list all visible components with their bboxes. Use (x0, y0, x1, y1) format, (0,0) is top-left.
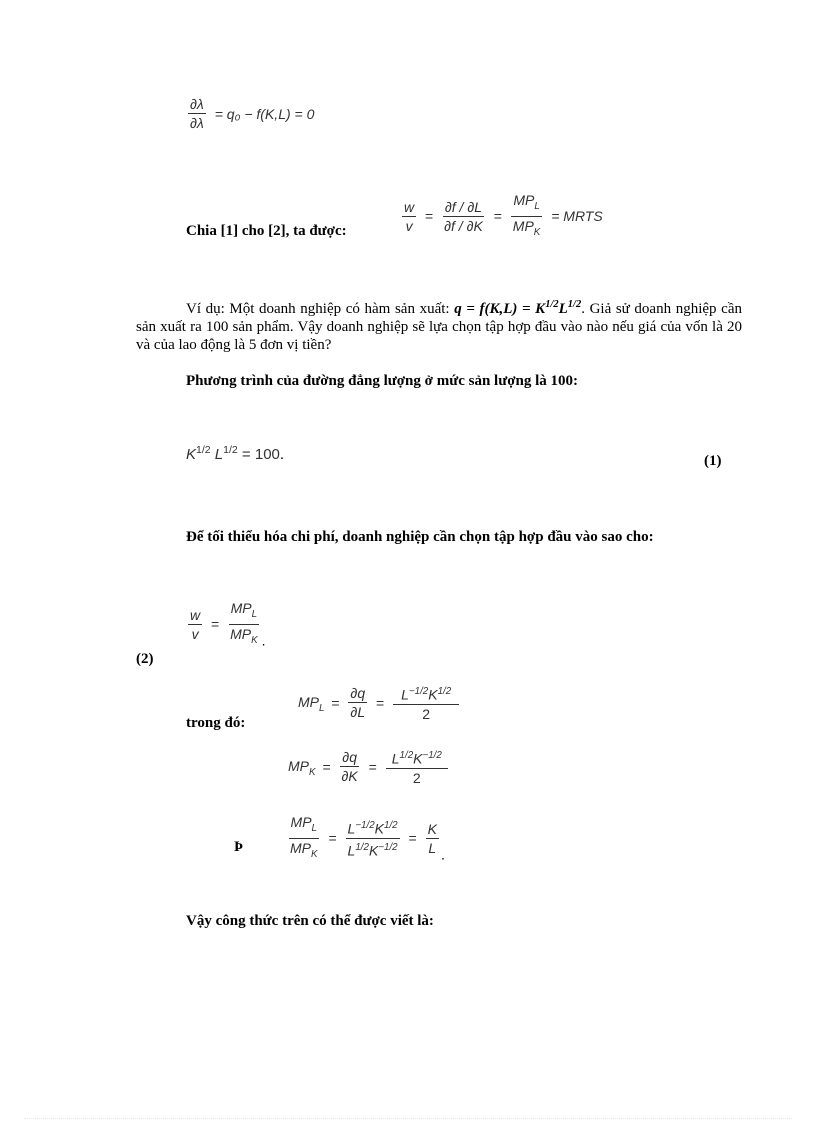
mpk-denominator (228, 625, 260, 649)
mp-text: MP (230, 600, 252, 616)
subscript-l: L (534, 200, 540, 212)
dl-denominator: ∂L (350, 704, 366, 721)
k-exponent: 1/2 (437, 686, 452, 697)
equals-sign: = (376, 694, 385, 711)
mpk-value-fraction (386, 748, 448, 786)
equation-ratio (286, 814, 445, 863)
page-bottom-divider (24, 1118, 792, 1119)
mpl-value-numerator (393, 684, 459, 705)
fraction-denominator: ∂λ (190, 115, 204, 131)
k-symbol: K (428, 686, 438, 703)
l-exponent: −1/2 (355, 820, 375, 832)
l-symbol: L (214, 446, 224, 463)
partial-l-numerator: ∂f / ∂L (444, 198, 483, 215)
mp-text: MP (290, 814, 312, 830)
l-denominator: L (428, 839, 437, 856)
power-denominator (346, 839, 400, 859)
fraction-numerator: ∂λ (190, 96, 204, 112)
dk-denominator: ∂K (341, 768, 358, 785)
equation-2 (186, 600, 266, 649)
subscript-l: L (319, 702, 325, 714)
production-function: q = f(K,L) = K (454, 301, 546, 317)
exponent-k: 1/2 (545, 299, 559, 310)
mp-ratio-fraction (511, 192, 543, 241)
mpk-lhs (288, 757, 316, 778)
equals-sign: = (211, 616, 220, 633)
subscript-k: K (309, 766, 316, 778)
two-denominator: 2 (422, 705, 431, 722)
mrts-rhs: = MRTS (551, 208, 603, 225)
mpk-value-numerator (386, 748, 448, 769)
example-paragraph (136, 296, 742, 354)
l-symbol: L (347, 820, 356, 837)
mp-ratio-fraction (228, 600, 260, 649)
mp-text: MP (513, 192, 535, 208)
mpk-denominator (288, 839, 320, 863)
subscript-k: K (311, 848, 318, 860)
equation-1-rhs: = 100 (241, 446, 280, 463)
equals-sign: = (368, 758, 377, 775)
subscript-k: K (251, 634, 258, 646)
dq-dl-fraction (348, 685, 367, 720)
equals-sign: = (493, 208, 502, 225)
partial-k-denominator: ∂f / ∂K (444, 217, 483, 234)
power-numerator (346, 818, 400, 839)
equals-sign: = (328, 830, 337, 847)
l-symbol: L (391, 750, 400, 767)
min-cost-text: Để tối thiểu hóa chi phí, doanh nghiệp cần chọn tập hợp đầu vào sao cho: (186, 529, 654, 545)
mpl-numerator (289, 814, 319, 839)
l-exponent: 1/2 (355, 841, 369, 853)
equation-mrts (400, 192, 606, 241)
example-intro: Ví dụ: Một doanh nghiệp có hàm sản xuất: (186, 301, 450, 317)
dq-numerator: ∂q (342, 749, 357, 766)
mpl-value-fraction (393, 684, 459, 722)
mp-text: MP (230, 625, 252, 642)
equals-sign: = (322, 758, 331, 775)
k-symbol: K (368, 842, 379, 859)
mp-text: MP (298, 693, 319, 710)
trong-do-text: trong đó: (186, 715, 246, 731)
mp-text: MP (512, 217, 534, 234)
equals-sign: = (331, 694, 340, 711)
conclusion-text: Vậy công thức trên có thể được viết là: (186, 913, 434, 929)
l-exponent: −1/2 (408, 686, 429, 697)
l-symbol: L (347, 842, 356, 859)
power-ratio-fraction (346, 818, 400, 858)
two-denominator: 2 (412, 769, 421, 786)
k-symbol: K (374, 820, 384, 837)
k-exponent: 1/2 (384, 820, 398, 832)
k-symbol: K (186, 446, 197, 463)
partial-ratio-fraction (442, 199, 485, 234)
subscript-k: K (533, 226, 541, 238)
production-function-l: L (558, 301, 568, 317)
equals-sign: = (408, 830, 417, 847)
equation-mpk (288, 748, 450, 786)
equation-2-label: (2) (136, 651, 154, 667)
k-exponent: 1/2 (196, 444, 211, 456)
v-denominator: v (405, 217, 413, 234)
example-question: . Giả sử doanh nghiệp cần sản xuất ra 100 sản phẩm. Vậy doanh nghiệp sẽ lựa chọn tập hợp đầu vào nào nếu giá của vốn là 20 và của lao động là 5 đơn vị tiền? (136, 301, 742, 353)
dq-numerator: ∂q (350, 685, 366, 702)
equation-rhs: = q₀ − f(K,L) = 0 (214, 105, 315, 122)
equation-1-label: (1) (704, 453, 722, 469)
mp-text: MP (288, 757, 309, 774)
subscript-l: L (311, 822, 317, 834)
w-numerator: w (190, 606, 201, 623)
mpl-numerator (511, 192, 541, 217)
w-over-v-fraction (402, 199, 416, 234)
chia-text: Chia [1] cho [2], ta được: (186, 223, 347, 239)
isoquant-text: Phương trình của đường đẳng lượng ở mức sản lượng là 100: (186, 373, 579, 389)
dq-dk-fraction (340, 749, 360, 784)
l-exponent: 1/2 (399, 750, 414, 761)
v-denominator: v (191, 625, 199, 642)
k-exponent: −1/2 (422, 750, 442, 761)
period: . (440, 846, 445, 863)
subscript-l: L (251, 608, 258, 620)
partial-fraction (188, 96, 206, 131)
mpl-numerator (229, 600, 259, 625)
exponent-l: 1/2 (567, 299, 582, 310)
l-exponent: 1/2 (223, 444, 238, 456)
k-symbol: K (413, 750, 423, 767)
equation-1 (186, 444, 284, 463)
equation-mpl (298, 684, 461, 722)
k-numerator: K (427, 820, 437, 837)
l-symbol: L (401, 686, 409, 703)
mp-text: MP (290, 839, 311, 856)
k-exponent: −1/2 (378, 841, 398, 853)
implies-symbol: Þ (234, 839, 244, 855)
mp-ratio-fraction (288, 814, 320, 863)
k-over-l-fraction (426, 821, 439, 856)
w-over-v-fraction (188, 607, 202, 642)
mpl-lhs (298, 693, 325, 714)
period: . (279, 446, 285, 463)
equals-sign: = (425, 208, 434, 225)
equation-lagrange-derivative (186, 96, 317, 131)
mpk-denominator (511, 217, 543, 241)
w-numerator: w (404, 198, 415, 215)
period: . (261, 632, 266, 649)
